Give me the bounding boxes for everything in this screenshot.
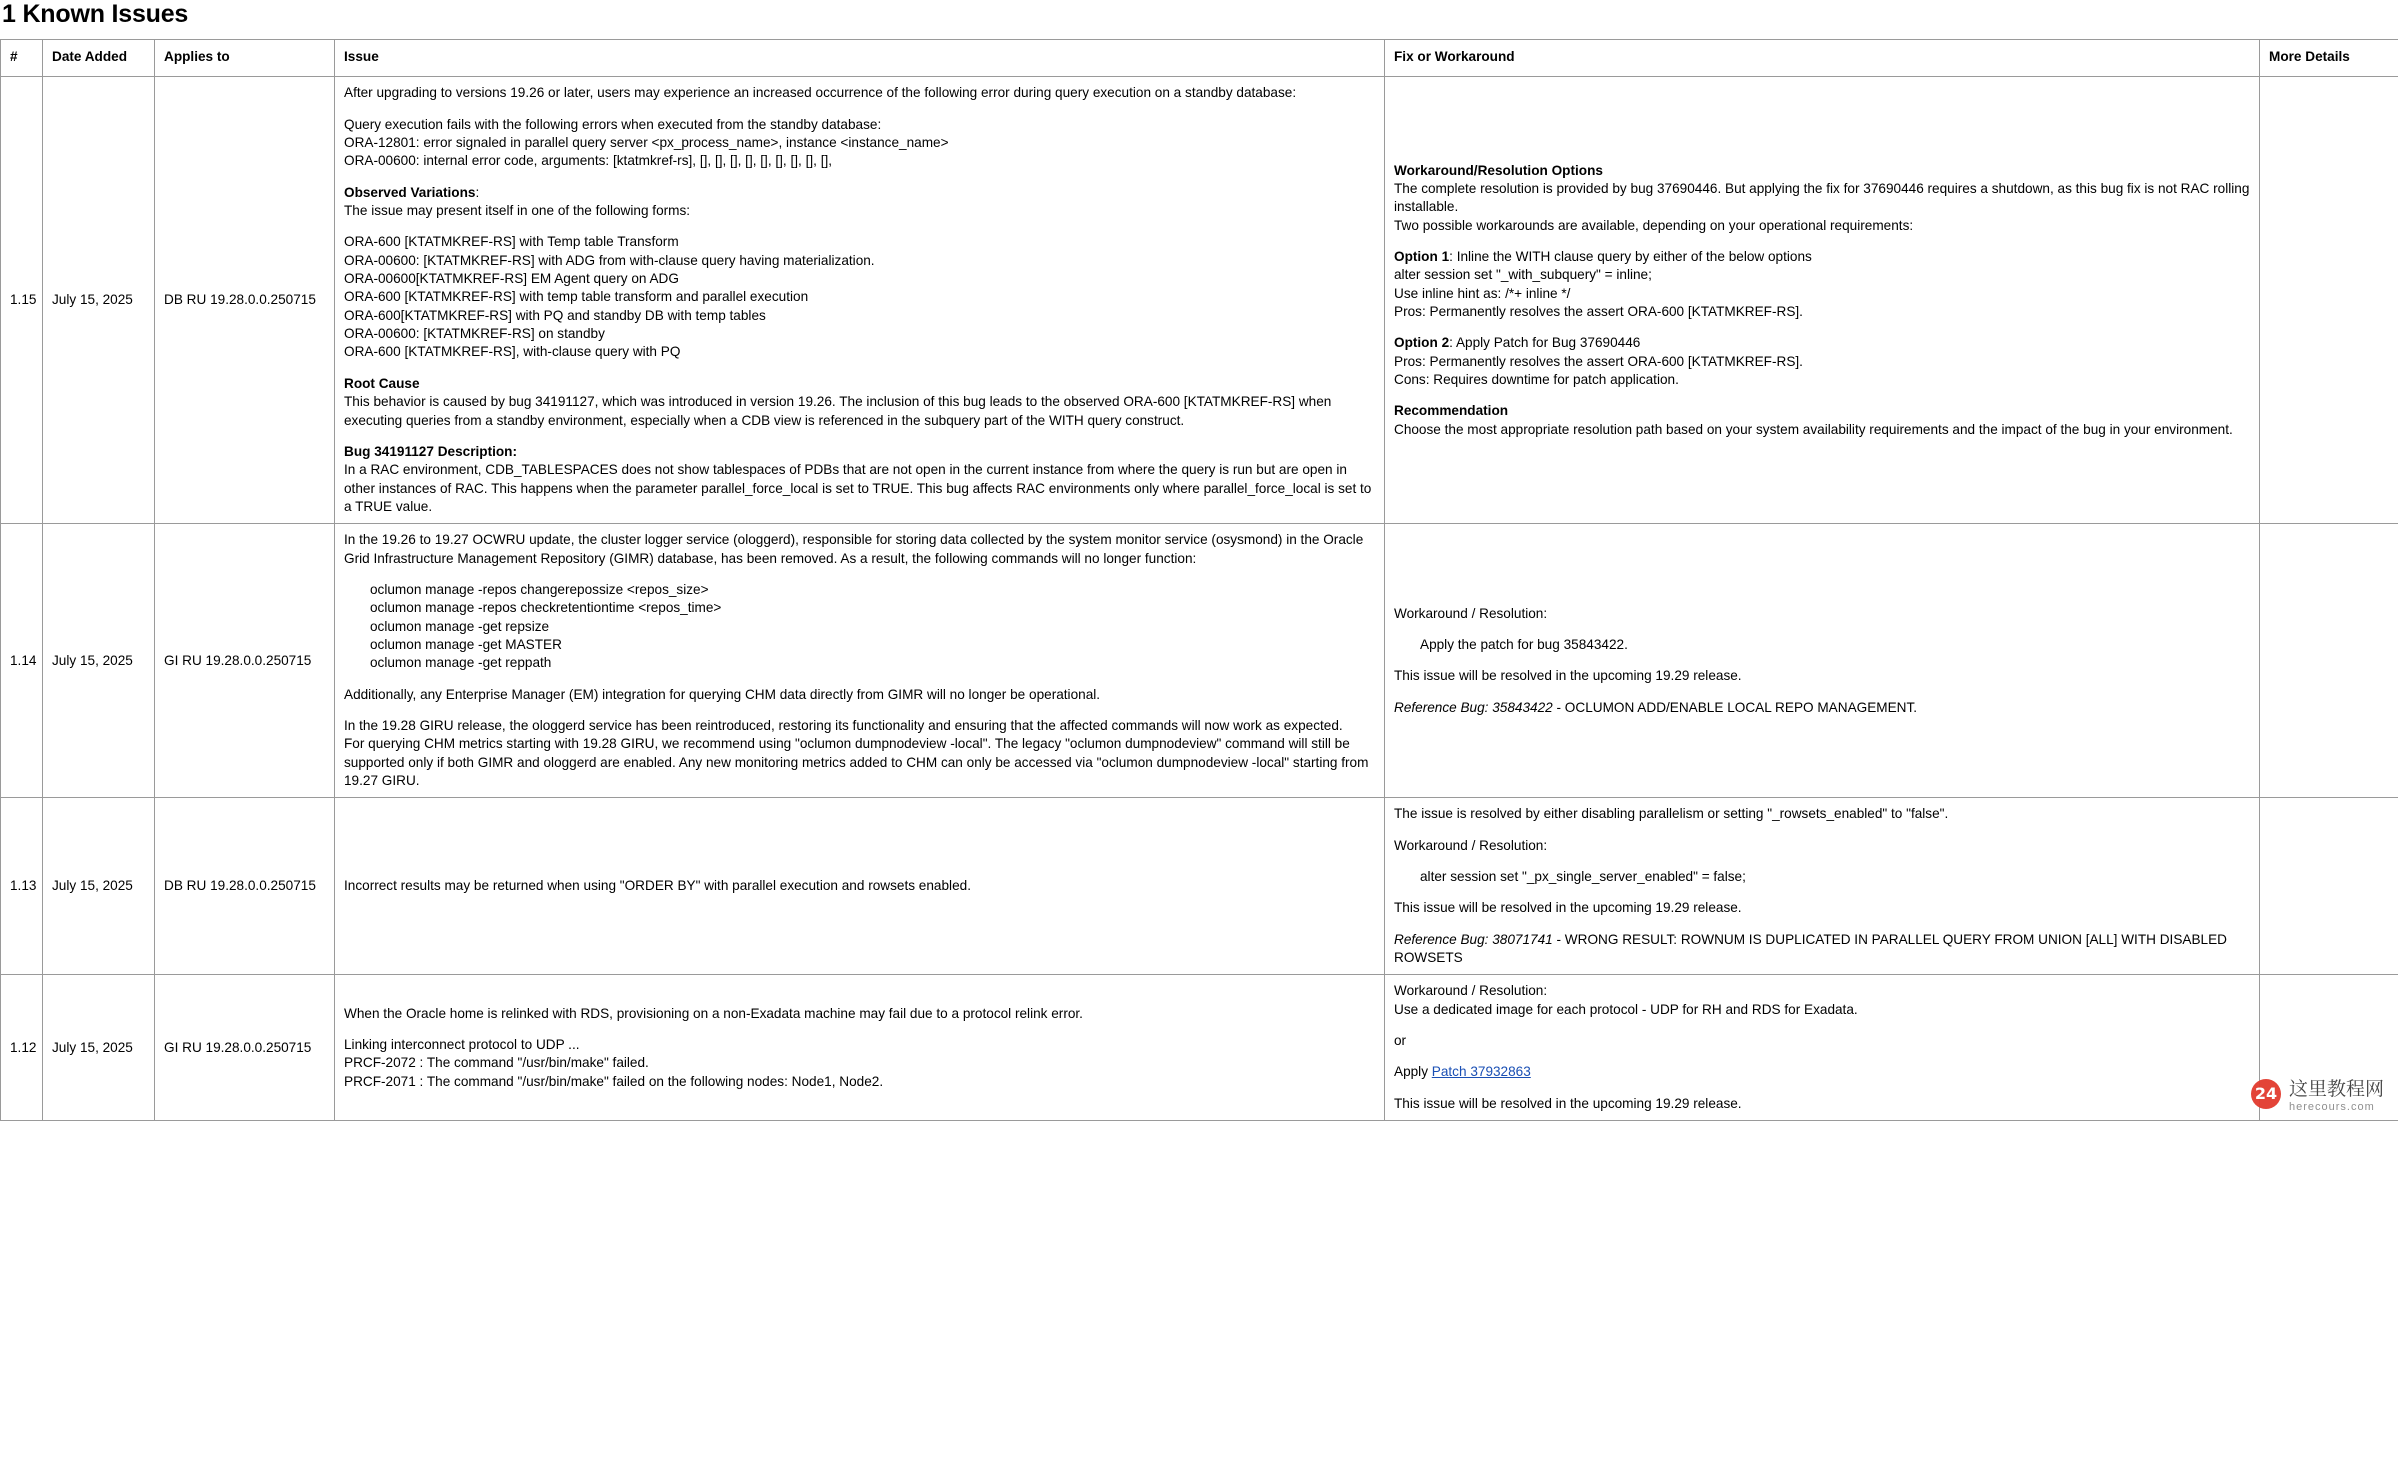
fix-line: alter session set "_with_subquery" = inline; [1394, 267, 1652, 283]
page-title: 1 Known Issues [2, 0, 189, 28]
issue-line: oclumon manage -get MASTER [370, 636, 562, 652]
fix-line: The complete resolution is provided by bug 37690446. But applying the fix for 37690446 requires a shutdown, as this bug fix is not RAC rolling installable. [1394, 180, 2250, 215]
cell-date-added: July 15, 2025 [43, 798, 155, 975]
issue-paragraph: Incorrect results may be returned when using "ORDER BY" with parallel execution and rowsets enabled. [344, 878, 971, 894]
issue-line: oclumon manage -repos checkretentiontime <repos_time> [370, 600, 722, 616]
cell-fix-or-workaround [1385, 975, 2260, 1121]
patch-link[interactable]: Patch 37932863 [1431, 1064, 1531, 1080]
cell-issue [335, 77, 1385, 524]
column-header-applies-to: Applies to [155, 40, 335, 77]
issue-line: ORA-00600: internal error code, arguments: [ktatmkref-rs], [], [], [], [], [], [], [], [], [], [344, 153, 833, 169]
fix-paragraph: This issue will be resolved in the upcoming 19.29 release. [1394, 1095, 1742, 1111]
issue-paragraph: This behavior is caused by bug 34191127, which was introduced in version 19.26. The inclusion of this bug leads to the observed ORA-600 [KTATMKREF-RS] when executing queries from a standby environment, especially when a CDB view is referenced in the subquery part of the WITH query construct. [344, 394, 1332, 428]
table-row [1, 975, 2398, 1121]
cell-fix-or-workaround [1385, 798, 2260, 975]
fix-line-group [1394, 266, 2250, 321]
fix-option-label: Option 2 [1394, 335, 1450, 351]
issue-paragraph: When the Oracle home is relinked with RDS, provisioning on a non-Exadata machine may fail due to a protocol relink error. [344, 1005, 1083, 1021]
issue-line: The issue may present itself in one of the following forms: [344, 203, 691, 219]
issue-paragraph: In the 19.26 to 19.27 OCWRU update, the cluster logger service (ologgerd), responsible for storing data collected by the system monitor service (osysmond) in the Oracle Grid Infrastructure Management Repository (GIMR) database, has been removed. As a result, the following commands will no longer function: [344, 532, 1364, 566]
fix-line-group [1394, 837, 2250, 855]
cell-applies-to: GI RU 19.28.0.0.250715 [155, 524, 335, 798]
issue-line-group [344, 717, 1375, 790]
column-header-fix: Fix or Workaround [1385, 40, 2260, 77]
cell-issue [335, 798, 1385, 975]
fix-line: Workaround / Resolution: [1394, 605, 1548, 621]
issue-line: PRCF-2071 : The command "/usr/bin/make" failed on the following nodes: Node1, Node2. [344, 1073, 884, 1089]
fix-line: Cons: Requires downtime for patch application. [1394, 371, 1679, 387]
fix-line-group [1394, 180, 2250, 235]
reference-bug-label: Reference Bug: 35843422 [1394, 699, 1553, 715]
fix-subheading [1394, 402, 2250, 420]
cell-fix-or-workaround [1385, 524, 2260, 798]
fix-line: Two possible workarounds are available, depending on your operational requirements: [1394, 217, 1914, 233]
fix-line-group [1394, 982, 2250, 1019]
issue-line: oclumon manage -repos changerepossize <repos_size> [370, 581, 709, 597]
cell-issue-number: 1.13 [1, 798, 43, 975]
issue-line: oclumon manage -get repsize [370, 618, 550, 634]
issue-line: ORA-600 [KTATMKREF-RS] with temp table transform and parallel execution [344, 289, 809, 305]
issue-line-group [344, 581, 1375, 673]
known-issues-table [0, 39, 2398, 1121]
issue-line: PRCF-2072 : The command "/usr/bin/make" failed. [344, 1055, 649, 1071]
table-row [1, 77, 2398, 524]
cell-applies-to: DB RU 19.28.0.0.250715 [155, 77, 335, 524]
table-body [1, 77, 2398, 1121]
cell-more-details [2260, 77, 2398, 524]
issue-line: ORA-600 [KTATMKREF-RS], with-clause query with PQ [344, 344, 681, 360]
fix-line: Workaround / Resolution: [1394, 837, 1548, 853]
column-header-more-details: More Details [2260, 40, 2398, 77]
issue-subheading-text: Observed Variations [344, 184, 476, 200]
fix-line: Apply the patch for bug 35843422. [1420, 636, 1628, 652]
fix-line: Use a dedicated image for each protocol - UDP for RH and RDS for Exadata. [1394, 1001, 1858, 1017]
issue-line-group [344, 116, 1375, 171]
fix-reference-bug: Reference Bug: 35843422 - OCLUMON ADD/ENABLE LOCAL REPO MANAGEMENT. [1394, 699, 1918, 715]
issue-subheading-text: Bug 34191127 Description: [344, 443, 518, 459]
watermark-subtitle: herecours.com [2288, 1101, 2375, 1114]
fix-reference-bug: Reference Bug: 38071741 - WRONG RESULT: ROWNUM IS DUPLICATED IN PARALLEL QUERY FROM UNION [ALL] WITH DISABLED ROWSETS [1394, 931, 2227, 966]
issue-subheading-text: Root Cause [344, 375, 420, 391]
cell-more-details [2260, 524, 2398, 798]
watermark-title: 这里教程网 [2288, 1078, 2384, 1101]
fix-paragraph: Choose the most appropriate resolution path based on your system availability requirements and the impact of the bug in your environment. [1394, 421, 2233, 437]
fix-line: Use inline hint as: /*+ inline */ [1394, 285, 1571, 301]
cell-fix-or-workaround [1385, 77, 2260, 524]
cell-more-details [2260, 798, 2398, 975]
issue-line: ORA-12801: error signaled in parallel query server <px_process_name>, instance <instance_name> [344, 135, 949, 151]
issue-line: ORA-600 [KTATMKREF-RS] with Temp table Transform [344, 234, 679, 250]
fix-paragraph: This issue will be resolved in the upcoming 19.29 release. [1394, 668, 1742, 684]
issue-line: Linking interconnect protocol to UDP ... [344, 1036, 580, 1052]
cell-date-added: July 15, 2025 [43, 975, 155, 1121]
issue-line-group [344, 202, 1375, 220]
fix-line-group [1394, 636, 2250, 654]
cell-date-added: July 15, 2025 [43, 77, 155, 524]
cell-issue [335, 524, 1385, 798]
fix-paragraph: The issue is resolved by either disabling parallelism or setting "_rowsets_enabled" to "false". [1394, 806, 1949, 822]
watermark-logo-icon: 24 [2251, 1079, 2281, 1109]
issue-line: ORA-00600[KTATMKREF-RS] EM Agent query on ADG [344, 271, 679, 287]
cell-issue-number: 1.15 [1, 77, 43, 524]
issue-paragraph: In a RAC environment, CDB_TABLESPACES does not show tablespaces of PDBs that are not open in the current instance from where the query is run but are open in other instances of RAC. This happens when the parameter parallel_force_local is set to TRUE. This bug affects RAC environments only where parallel_force_local is set to a TRUE value. [344, 462, 1372, 514]
cell-issue-number: 1.14 [1, 524, 43, 798]
column-header-date-added: Date Added [43, 40, 155, 77]
issue-line-group [344, 233, 1375, 361]
issue-line: oclumon manage -get reppath [370, 655, 552, 671]
issue-line: Query execution fails with the following errors when executed from the standby database: [344, 116, 882, 132]
column-header-issue: Issue [335, 40, 1385, 77]
cell-date-added: July 15, 2025 [43, 524, 155, 798]
cell-issue [335, 975, 1385, 1121]
fix-line-group [1394, 868, 2250, 886]
fix-subheading-text: Workaround/Resolution Options [1394, 162, 1603, 178]
issue-subheading [344, 375, 1375, 393]
fix-line: alter session set "_px_single_server_enabled" = false; [1420, 869, 1746, 885]
table-row [1, 798, 2398, 975]
fix-paragraph: or [1394, 1033, 1407, 1049]
issue-line: ORA-00600: [KTATMKREF-RS] with ADG from with-clause query having materialization. [344, 252, 875, 268]
reference-bug-label: Reference Bug: 38071741 [1394, 931, 1553, 947]
table-header-row [1, 40, 2398, 77]
cell-applies-to: GI RU 19.28.0.0.250715 [155, 975, 335, 1121]
fix-line-group [1394, 605, 2250, 623]
fix-subheading-text: Recommendation [1394, 403, 1509, 419]
fix-line: Workaround / Resolution: [1394, 983, 1548, 999]
issue-line: For querying CHM metrics starting with 19.28 GIRU, we recommend using "oclumon dumpnodeview -local". The legacy "oclumon dumpnodeview" command will still be supported only if both GIMR and ologgerd are enabled. Any new monitoring metrics added to CHM can only be accessed via "oclumon dumpnodeview -local" starting from 19.27 GIRU. [344, 736, 1369, 788]
fix-option-line: Option 2: Apply Patch for Bug 37690446 [1394, 335, 1641, 351]
fix-subheading [1394, 162, 2250, 180]
issue-paragraph: After upgrading to versions 19.26 or later, users may experience an increased occurrence of the following error during query execution on a standby database: [344, 85, 1297, 101]
issue-subheading [344, 443, 1375, 461]
column-header-number: # [1, 40, 43, 77]
fix-paragraph: This issue will be resolved in the upcoming 19.29 release. [1394, 900, 1742, 916]
issue-paragraph: Additionally, any Enterprise Manager (EM) integration for querying CHM data directly from GIMR will no longer be operational. [344, 686, 1101, 702]
fix-line: Pros: Permanently resolves the assert ORA-600 [KTATMKREF-RS]. [1394, 353, 1803, 369]
issue-line: ORA-00600: [KTATMKREF-RS] on standby [344, 326, 605, 342]
watermark [2251, 1074, 2384, 1113]
fix-option-line: Option 1: Inline the WITH clause query by either of the below options [1394, 248, 1812, 264]
fix-line: Pros: Permanently resolves the assert ORA-600 [KTATMKREF-RS]. [1394, 303, 1803, 319]
fix-line-group [1394, 353, 2250, 390]
issue-line: ORA-600[KTATMKREF-RS] with PQ and standby DB with temp tables [344, 307, 766, 323]
table-row [1, 524, 2398, 798]
issue-line-group [344, 1036, 1375, 1091]
fix-option-label: Option 1 [1394, 248, 1450, 264]
issue-line: In the 19.28 GIRU release, the ologgerd service has been reintroduced, restoring its functionality and ensuring that the affected commands will now work as expected. [344, 717, 1343, 733]
fix-patch-link-line: Apply Patch 37932863 [1394, 1064, 1531, 1080]
issue-subheading: Observed Variations: [344, 184, 480, 200]
cell-applies-to: DB RU 19.28.0.0.250715 [155, 798, 335, 975]
cell-issue-number: 1.12 [1, 975, 43, 1121]
